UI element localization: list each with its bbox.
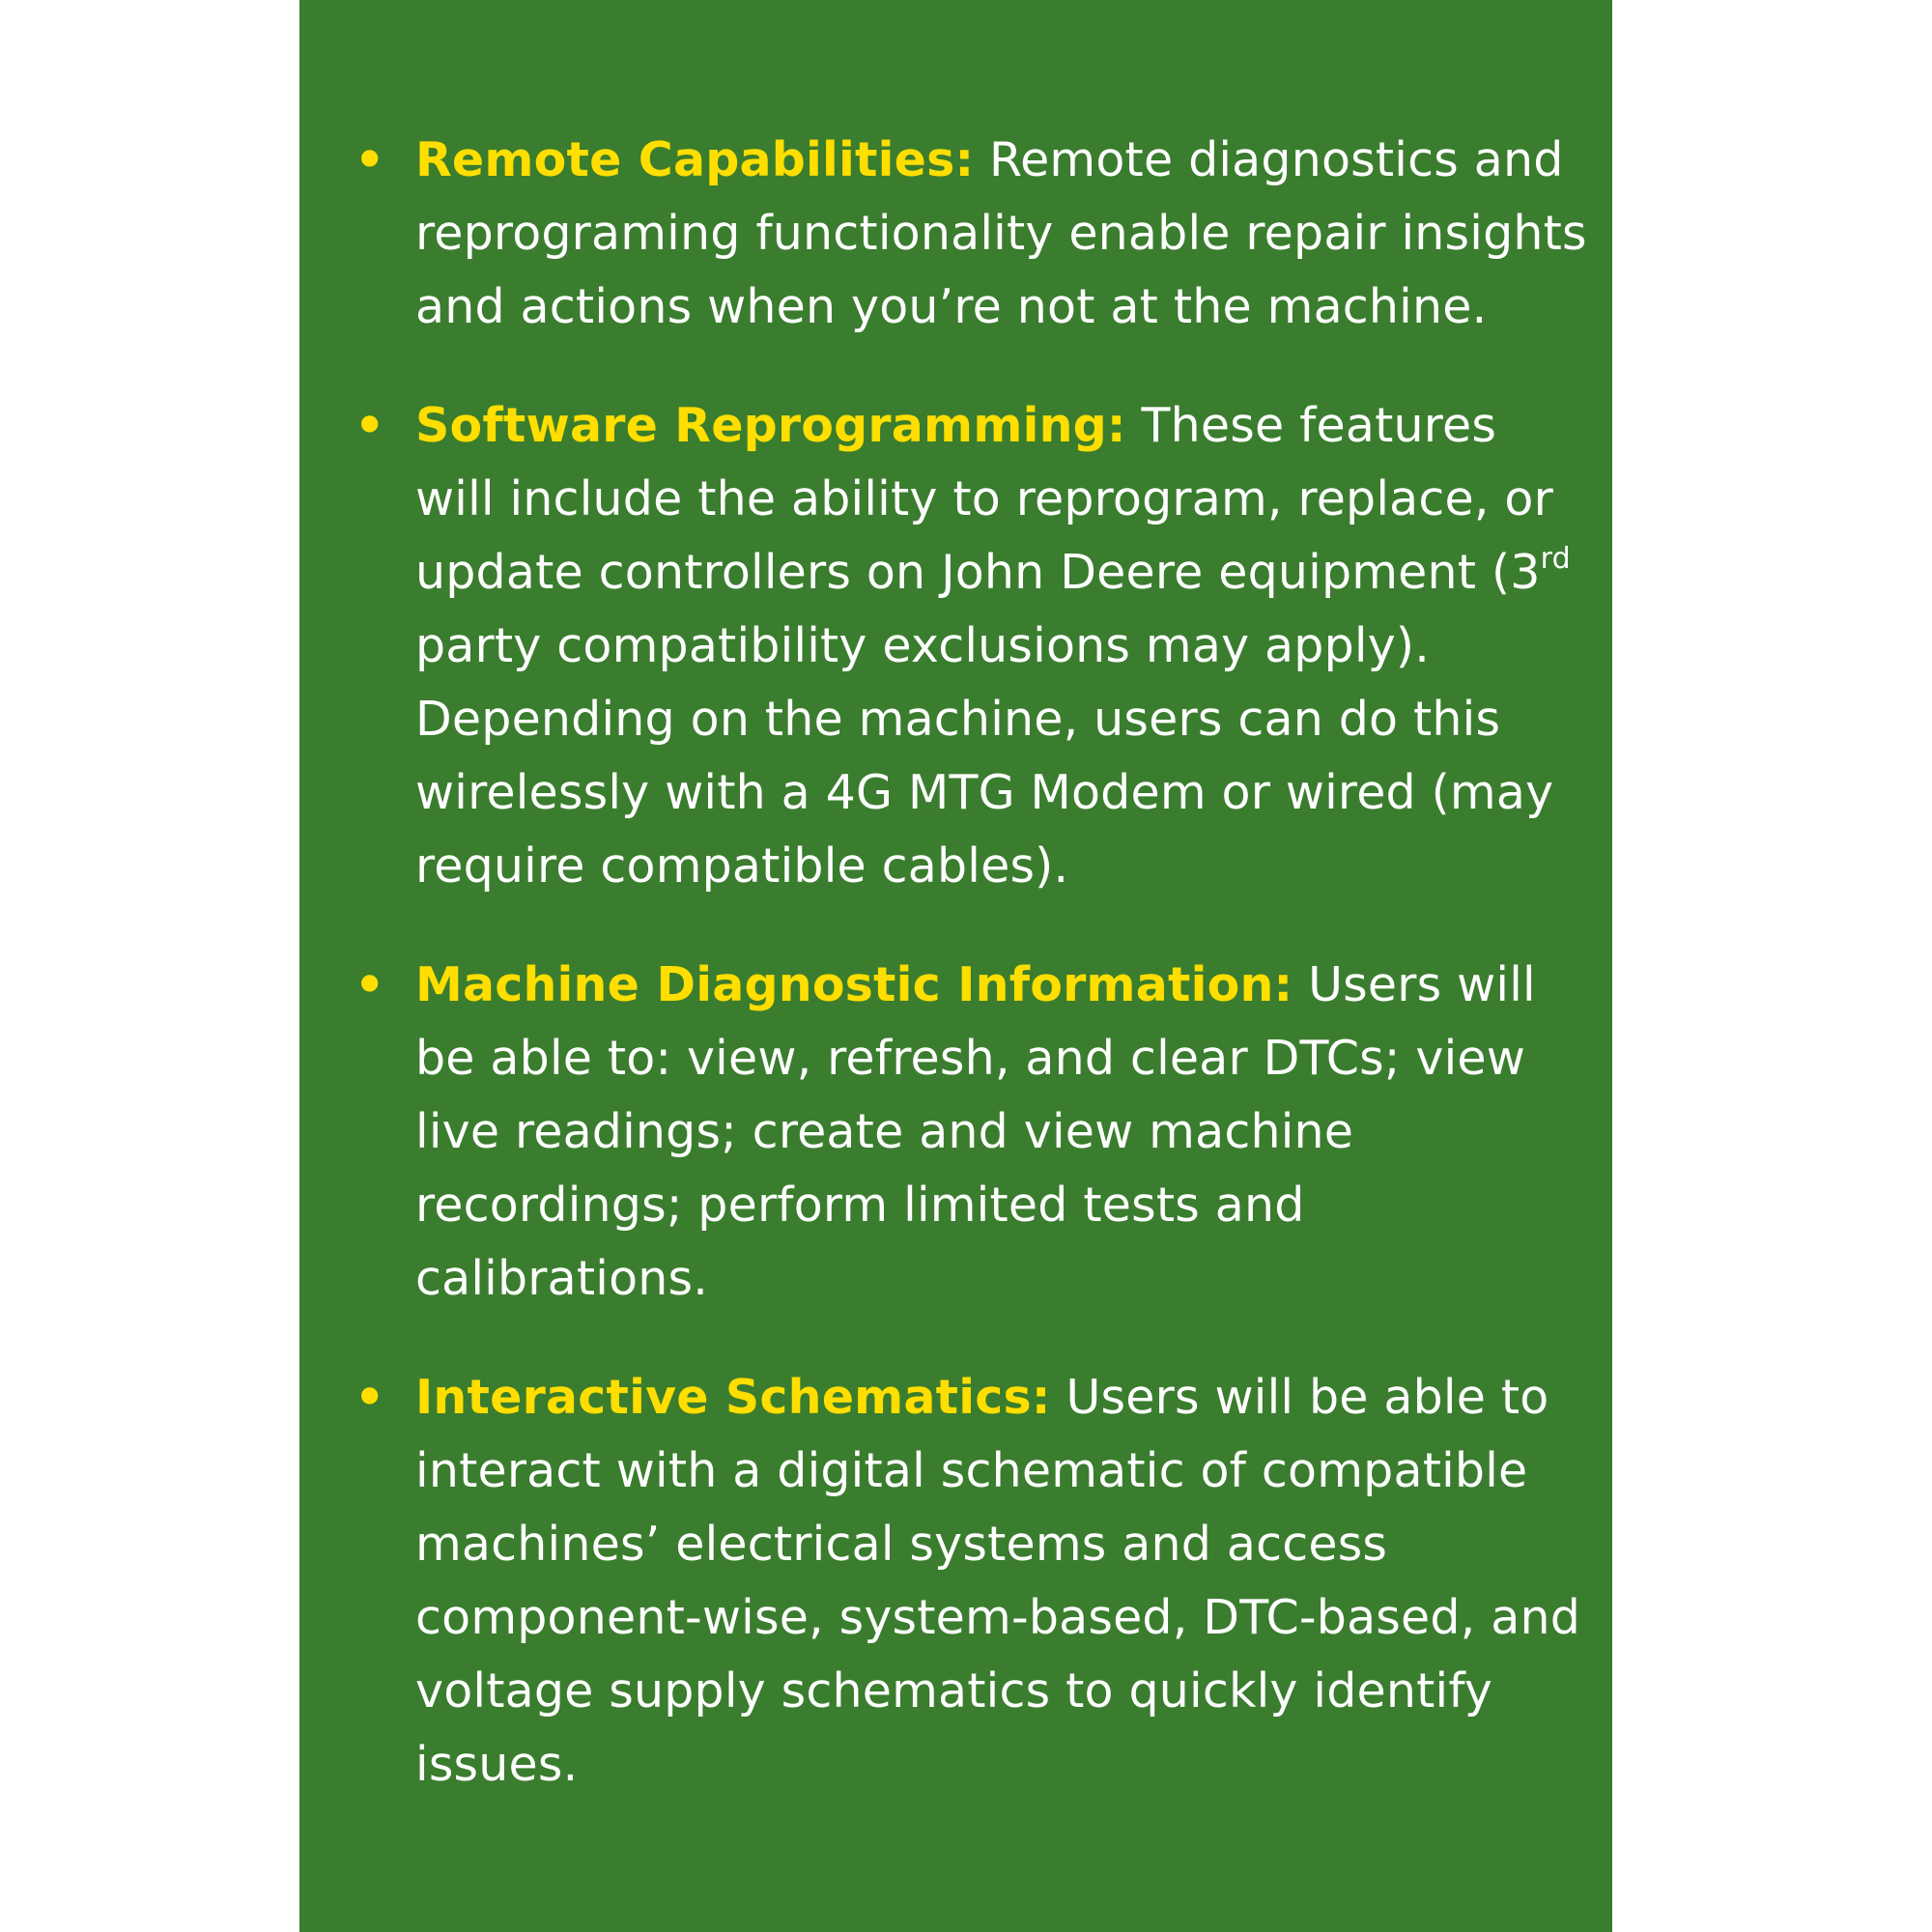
feature-machine-diagnostic-information — [355, 949, 1589, 1316]
feature-body: Remote diagnostics and reprograming functionality enable repair insights and actions when you’re not at the machine. — [415, 132, 1587, 334]
feature-software-reprogramming — [355, 389, 1589, 903]
bullet-icon: • — [355, 957, 385, 1012]
feature-list — [355, 124, 1589, 1847]
feature-remote-capabilities — [355, 124, 1589, 344]
bullet-icon: • — [355, 398, 385, 453]
feature-heading: Software Reprogramming: — [415, 398, 1126, 453]
feature-heading: Remote Capabilities: — [415, 132, 975, 187]
bullet-icon: • — [355, 132, 385, 187]
feature-body: These features will include the ability to reprogram, replace, or update controllers on John Deere equipment (3 — [415, 398, 1553, 600]
ordinal-superscript: rd — [1540, 541, 1571, 576]
feature-panel — [299, 0, 1612, 1932]
feature-heading: Machine Diagnostic Information: — [415, 957, 1293, 1012]
feature-interactive-schematics — [355, 1361, 1589, 1802]
feature-heading: Interactive Schematics: — [415, 1370, 1051, 1425]
feature-body-continued: party compatibility exclusions may apply). Depending on the machine, users can do this wirelessly with a 4G MTG Modem or wired (may require compatible cables). — [415, 618, 1554, 894]
feature-body: Users will be able to interact with a digital schematic of compatible machines’ electrical systems and access component-wise, system-based, DTC-based, and voltage supply schematics to quickly identify issues. — [415, 1370, 1581, 1792]
feature-body: Users will be able to: view, refresh, and clear DTCs; view live readings; create and view machine recordings; perform limited tests and calibrations. — [415, 957, 1536, 1306]
bullet-icon: • — [355, 1370, 385, 1425]
